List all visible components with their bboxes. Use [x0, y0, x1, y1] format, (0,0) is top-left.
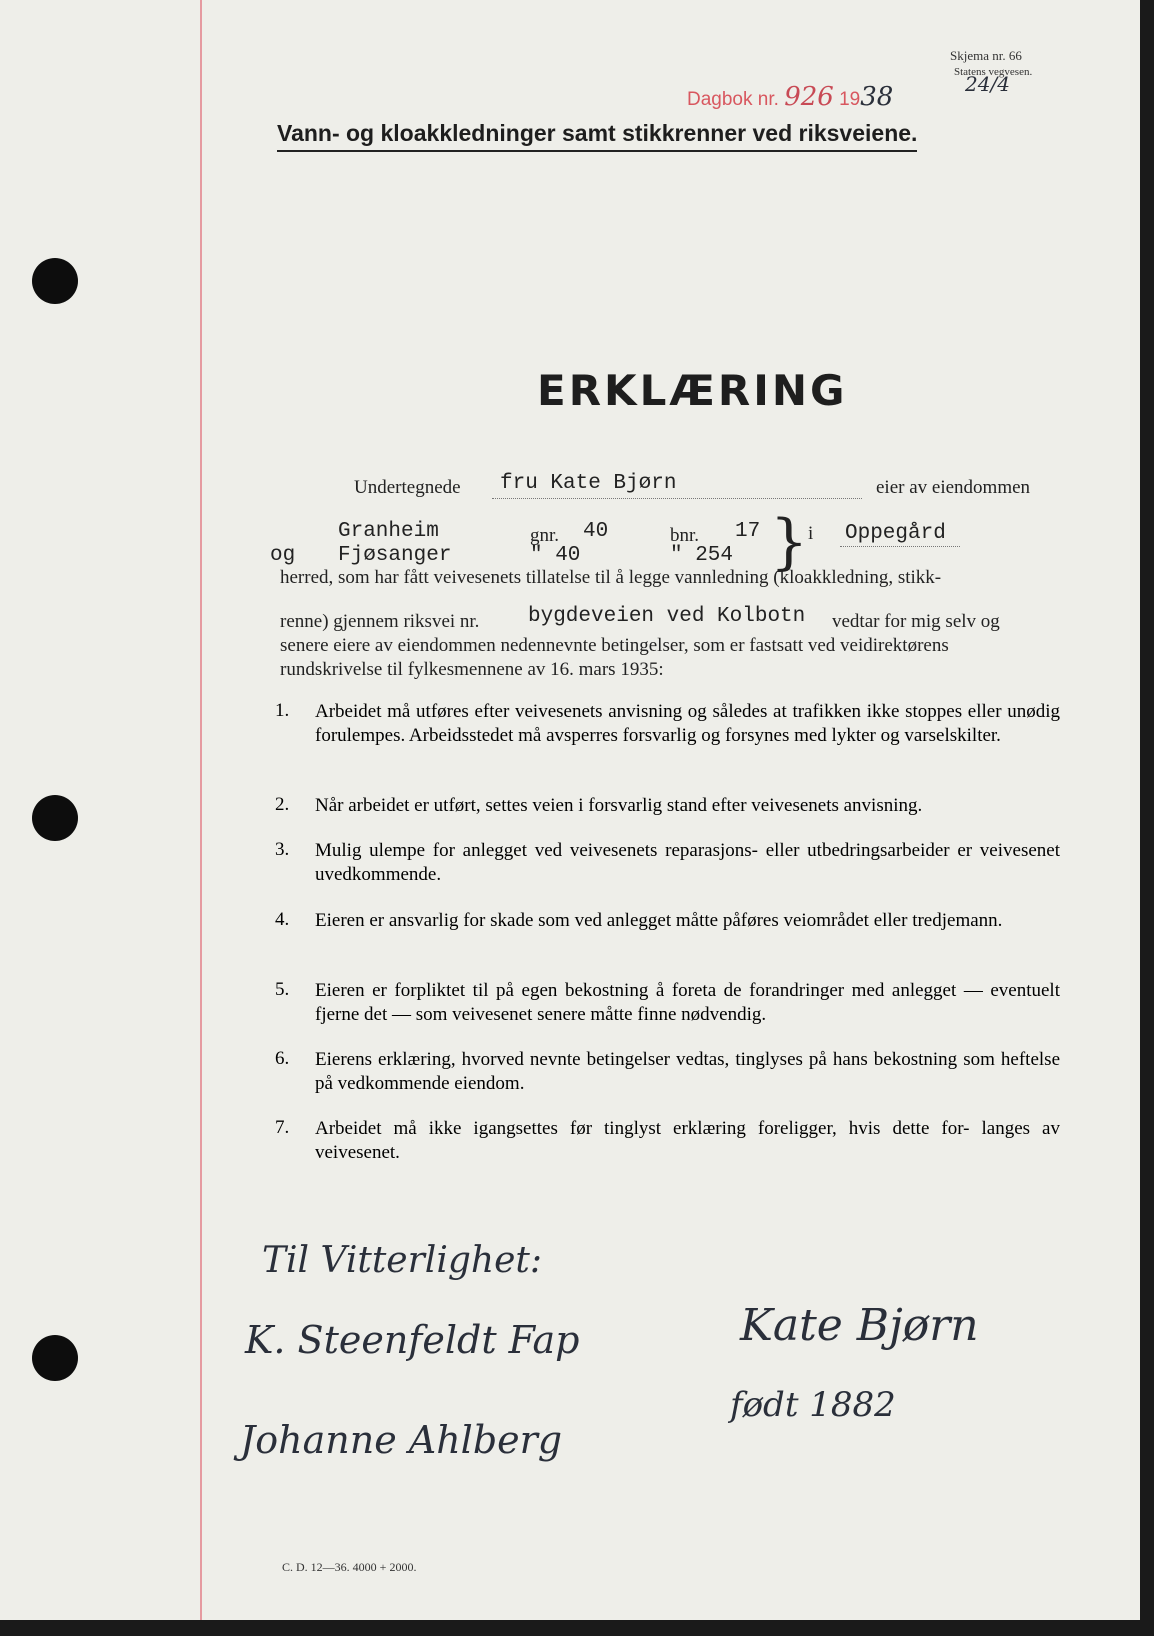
gnr-label: gnr. — [530, 525, 560, 546]
item-text: Når arbeidet er utført, settes veien i forsvarlig stand efter veivesenets anvisning. — [315, 795, 923, 816]
item-text: Mulig ulempe for anlegget ved veivesenets reparasjons- eller utbedringsarbeider er veivesenet uvedkommende. — [315, 840, 1060, 885]
declaration-line-2-prefix: renne) gjennem riksvei nr. — [280, 611, 480, 632]
item-number: 7. — [275, 1117, 290, 1138]
item-text: Arbeidet må utføres efter veivesenets anvisning og således at trafikken ikke stoppes eller unødig forulempes. Arbeidsstedet må avsperres forsvarlig og forsynes med lykter og varselskilter. — [315, 701, 1060, 746]
schema-handwritten-number: 24/4 — [965, 72, 1010, 96]
bnr-value-1: 17 — [735, 520, 761, 543]
witness-heading: Til Vitterlighet: — [262, 1240, 542, 1281]
bnr-value-2: " 254 — [670, 544, 734, 567]
name-dotted-line — [492, 498, 862, 499]
print-info: C. D. 12—36. 4000 + 2000. — [282, 1560, 417, 1574]
item-number: 5. — [275, 979, 290, 1000]
item-text: Arbeidet må ikke igangsettes før tinglyst erklæring foreligger, hvis dette for- langes av veivesenet. — [315, 1118, 1060, 1163]
declaration-line-1: herred, som har fått veivesenets tillatelse til å legge vannledning (kloakkledning, stikk- — [280, 567, 942, 588]
property2-name: Fjøsanger — [338, 544, 452, 567]
item-number: 4. — [275, 909, 290, 930]
owner-signature: Kate Bjørn — [740, 1300, 979, 1351]
brace-symbol: } — [770, 507, 809, 577]
undersigned-label: Undertegnede — [354, 477, 461, 498]
item-number: 6. — [275, 1048, 290, 1069]
witness-signature-1: K. Steenfeldt Fap — [245, 1318, 580, 1362]
item-number: 2. — [275, 794, 290, 815]
item-text: Eieren er forpliktet til på egen bekostning å foreta de forandringer med anlegget — eventuelt fjerne det — som veivesenet senere måtte finne nødvendig. — [315, 980, 1060, 1025]
in-label: i — [808, 523, 814, 544]
road-name: bygdeveien ved Kolbotn — [528, 605, 806, 628]
punch-hole — [32, 795, 78, 841]
dagbok-stamp — [687, 82, 893, 112]
conjunction: og — [270, 544, 296, 567]
declaration-line-4: rundskrivelse til fylkesmennene av 16. mars 1935: — [280, 659, 664, 680]
document-title: ERKLÆRING — [537, 366, 848, 415]
punch-hole — [32, 258, 78, 304]
schema-org: Statens vegvesen. — [954, 66, 1033, 78]
bnr-label: bnr. — [670, 525, 700, 546]
property1-name: Granheim — [338, 520, 439, 543]
red-margin-line — [200, 0, 202, 1620]
dagbok-number: 926 — [784, 82, 834, 112]
item-number: 3. — [275, 839, 290, 860]
year-prefix: 19 — [839, 89, 861, 110]
owner-label: eier av eiendommen — [876, 477, 1031, 498]
dagbok-label: Dagbok nr. — [687, 89, 779, 110]
municipality-dotted-line — [840, 546, 960, 547]
witness-signature-2: Johanne Ahlberg — [240, 1418, 563, 1462]
punch-hole — [32, 1335, 78, 1381]
municipality: Oppegård — [845, 522, 946, 545]
header-title: Vann- og kloakkledninger samt stikkrenner ved riksveiene. — [277, 120, 917, 152]
year-suffix: 38 — [860, 82, 894, 112]
birth-note: født 1882 — [730, 1385, 896, 1425]
item-text: Eieren er ansvarlig for skade som ved anlegget måtte påføres veiområdet eller tredjemann. — [315, 910, 1003, 931]
gnr-value-1: 40 — [583, 520, 609, 543]
gnr-value-2: " 40 — [530, 544, 581, 567]
declaration-line-3: senere eiere av eiendommen nedennevnte betingelser, som er fastsatt ved veidirektørens — [280, 635, 949, 656]
declaration-line-2-suffix: vedtar for mig selv og — [832, 611, 1000, 632]
item-number: 1. — [275, 700, 290, 721]
schema-label: Skjema nr. 66 — [950, 48, 1022, 63]
undersigned-name: fru Kate Bjørn — [500, 472, 677, 495]
item-text: Eierens erklæring, hvorved nevnte betingelser vedtas, tinglyses på hans bekostning som heftelse på vedkommende eiendom. — [315, 1049, 1060, 1094]
